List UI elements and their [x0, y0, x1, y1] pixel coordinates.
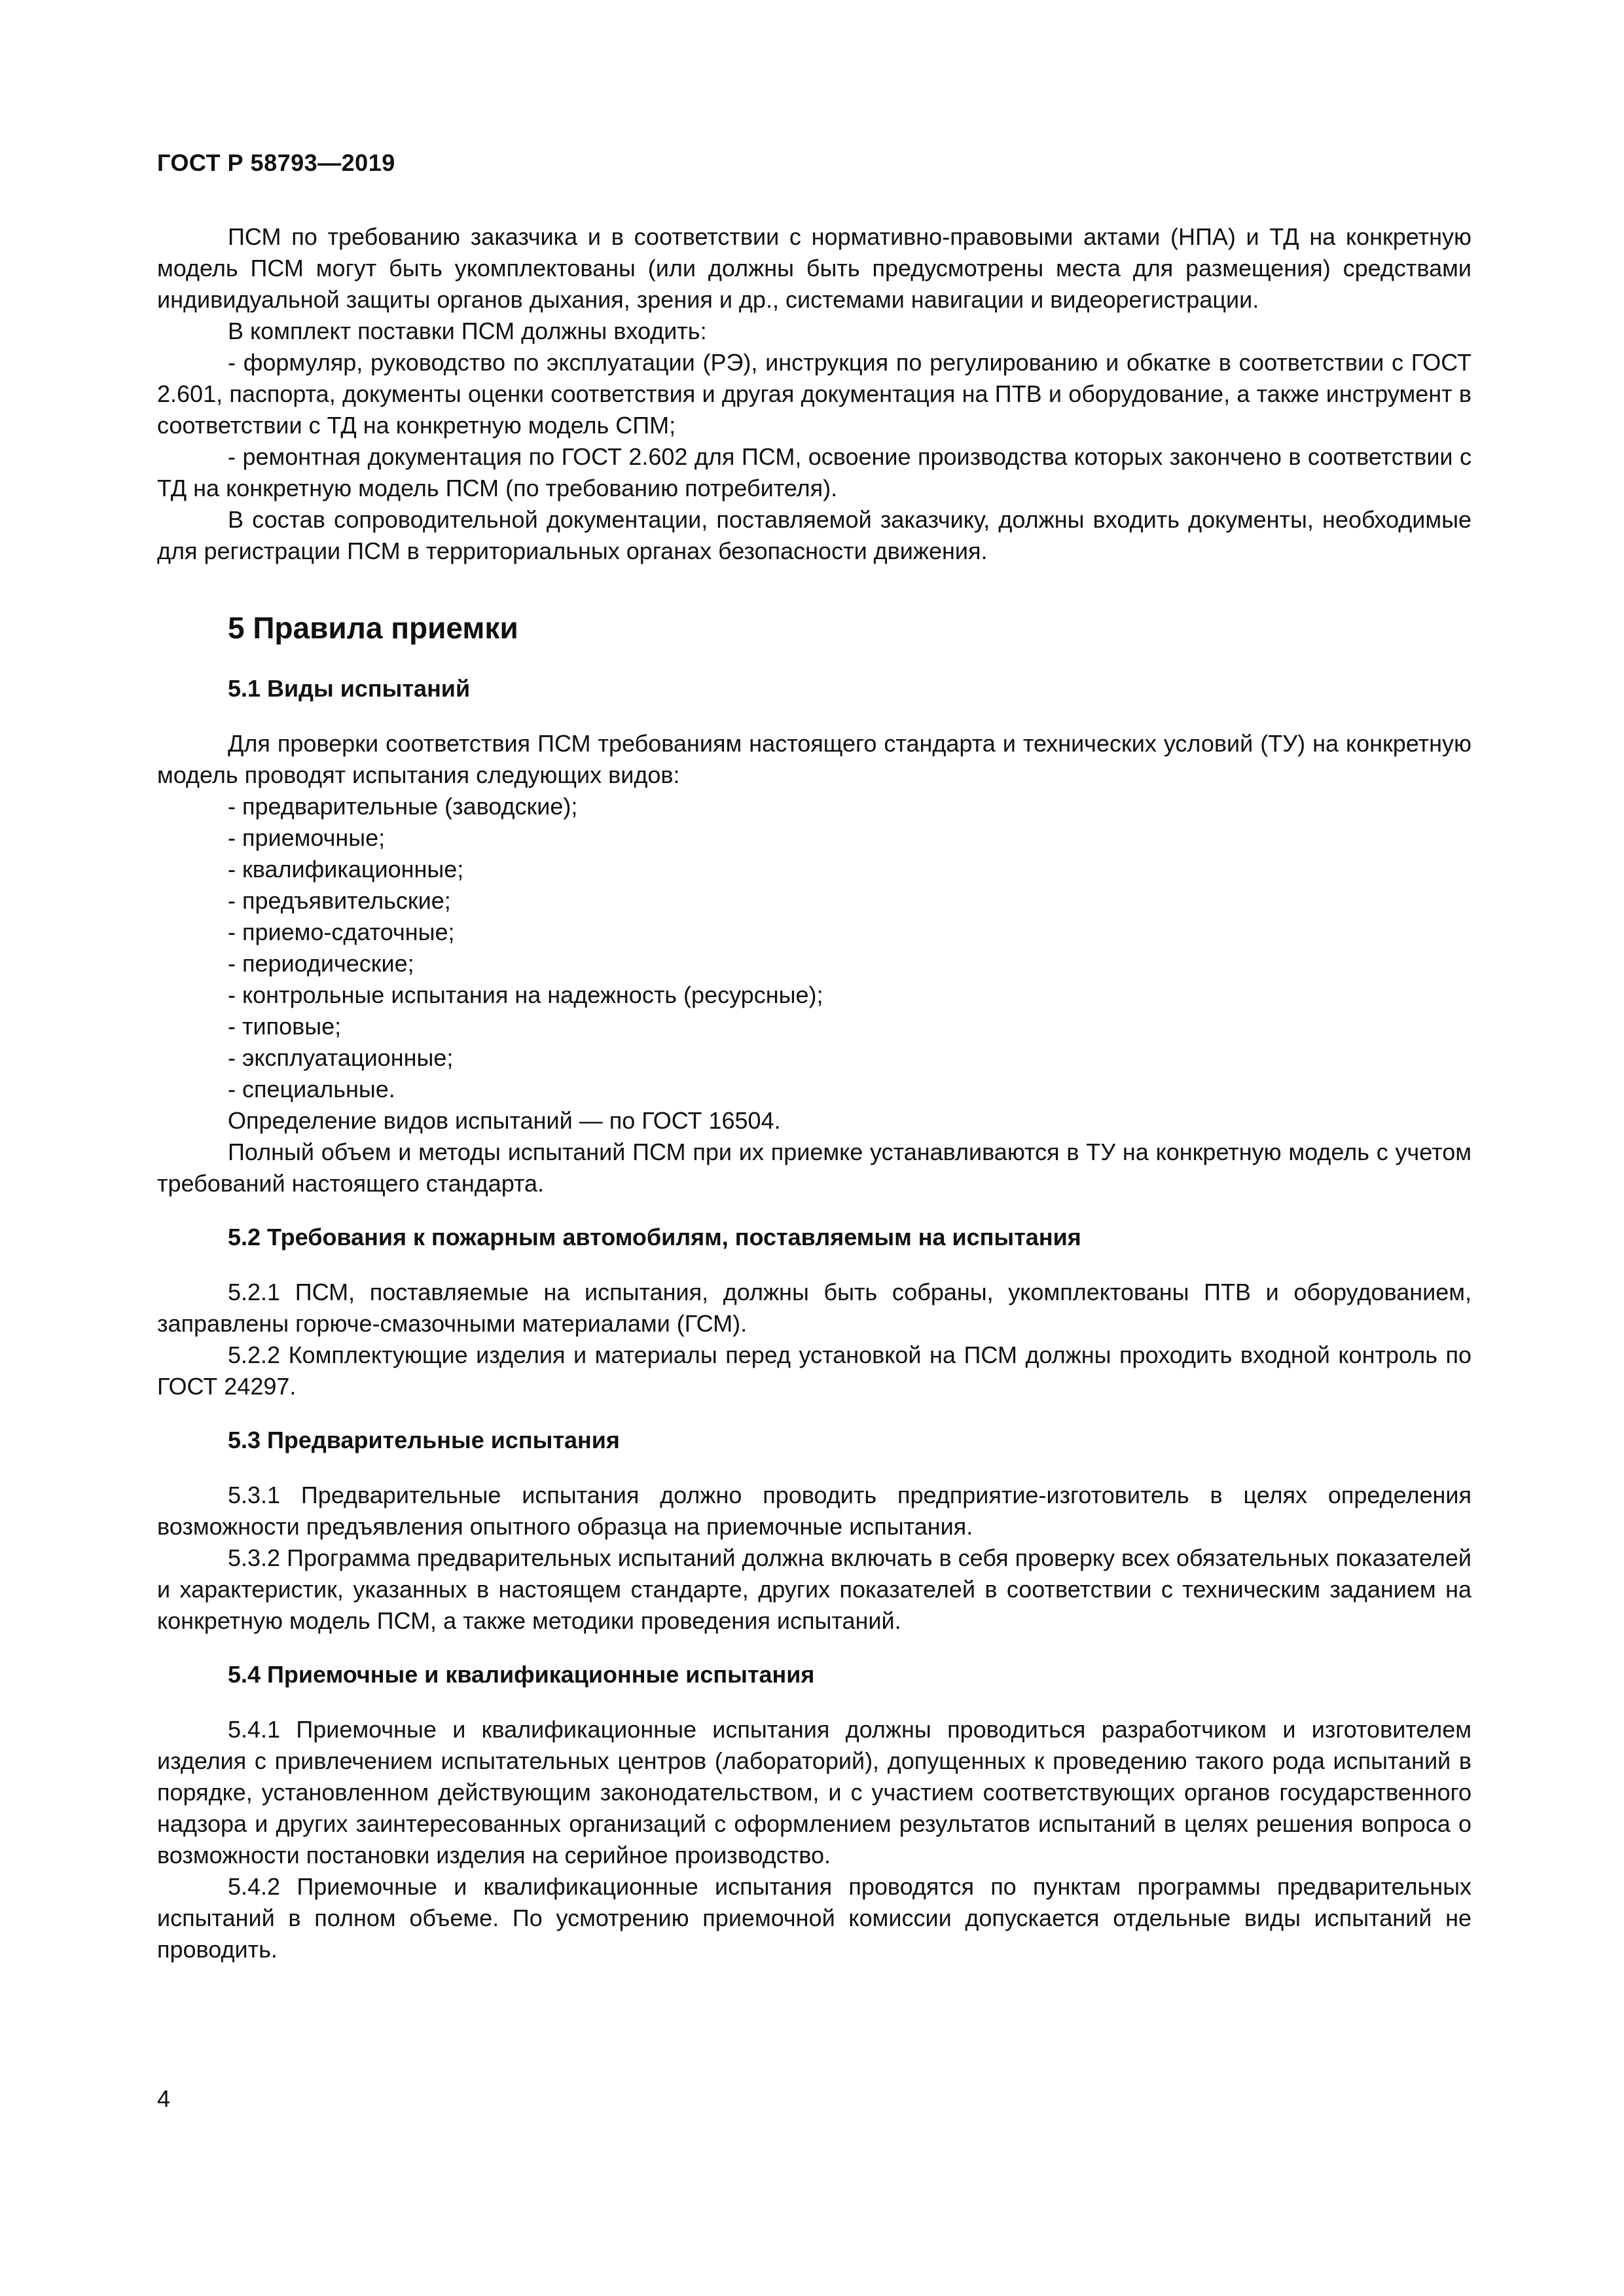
- clause-5-4-2: 5.4.2 Приемочные и квалификационные испытания проводятся по пунктам программы предварительных испытаний в полном объеме. По усмотрению приемочной комиссии допускается отдельные виды испытаний не проводить.: [157, 1873, 1471, 1963]
- subsection-5-1-paragraph-2: Определение видов испытаний — по ГОСТ 16504.: [228, 1107, 781, 1134]
- list-item: - специальные.: [228, 1076, 395, 1102]
- intro-paragraph-3: В состав сопроводительной документации, поставляемой заказчику, должны входить документы, необходимые для регистрации ПСМ в территориальных органах безопасности движения.: [157, 506, 1471, 564]
- page-number: 4: [157, 2085, 171, 2112]
- list-item: - предварительные (заводские);: [228, 793, 578, 820]
- subsection-5-4-title: 5.4 Приемочные и квалификационные испытания: [228, 1661, 815, 1688]
- section-5-title: 5 Правила приемки: [228, 611, 518, 645]
- test-types-list: [157, 791, 1471, 1105]
- subsection-5-1-paragraph-3: Полный объем и методы испытаний ПСМ при их приемке устанавливаются в ТУ на конкретную модель с учетом требований настоящего стандарта.: [157, 1139, 1471, 1197]
- list-item: - приемо-сдаточные;: [228, 919, 455, 945]
- intro-paragraph-2: В комплект поставки ПСМ должны входить:: [228, 318, 707, 344]
- intro-paragraph-1: ПСМ по требованию заказчика и в соответствии с нормативно-правовыми актами (НПА) и ТД на конкретную модель ПСМ могут быть укомплектованы (или должны быть предусмотрены места для размещения) средствами индивидуальной защиты органов дыхания, зрения и др., системами навигации и видеорегистрации.: [157, 223, 1471, 313]
- subsection-5-1-paragraph-1: Для проверки соответствия ПСМ требованиям настоящего стандарта и технических условий (ТУ) на конкретную модель проводят испытания следующих видов:: [157, 730, 1471, 788]
- clause-5-3-2: 5.3.2 Программа предварительных испытаний должна включать в себя проверку всех обязательных показателей и характеристик, указанных в настоящем стандарте, других показателей в соответствии с техническим заданием на конкретную модель ПСМ, а также методики проведения испытаний.: [157, 1544, 1471, 1634]
- list-item: - квалификационные;: [228, 856, 464, 883]
- document-body: [157, 221, 1471, 1965]
- clause-5-2-1: 5.2.1 ПСМ, поставляемые на испытания, должны быть собраны, укомплектованы ПТВ и оборудованием, заправлены горюче-смазочными материалами (ГСМ).: [157, 1279, 1471, 1337]
- document-code-header: ГОСТ Р 58793—2019: [157, 149, 395, 176]
- subsection-5-3-title: 5.3 Предварительные испытания: [228, 1427, 620, 1453]
- list-item: - контрольные испытания на надежность (ресурсные);: [228, 981, 823, 1008]
- list-item: - приемочные;: [228, 824, 386, 851]
- subsection-5-1-title: 5.1 Виды испытаний: [228, 675, 471, 702]
- list-item: - периодические;: [228, 950, 414, 977]
- clause-5-4-1: 5.4.1 Приемочные и квалификационные испытания должны проводиться разработчиком и изготовителем изделия с привлечением испытательных центров (лабораторий), допущенных к проведению такого рода испытаний в порядке, установленном действующим законодательством, и с участием соответствующих органов государственного надзора и других заинтересованных организаций с оформлением результатов испытаний в целях решения вопроса о возможности постановки изделия на серийное производство.: [157, 1716, 1471, 1868]
- subsection-5-2-title: 5.2 Требования к пожарным автомобилям, поставляемым на испытания: [228, 1224, 1081, 1250]
- list-item: - типовые;: [228, 1013, 342, 1040]
- clause-5-3-1: 5.3.1 Предварительные испытания должно проводить предприятие-изготовитель в целях определения возможности предъявления опытного образца на приемочные испытания.: [157, 1482, 1471, 1540]
- list-item: - эксплуатационные;: [228, 1044, 454, 1071]
- intro-dash-item-1: - формуляр, руководство по эксплуатации (РЭ), инструкция по регулированию и обкатке в соответствии с ГОСТ 2.601, паспорта, документы оценки соответствия и другая документация на ПТВ и оборудование, а также инструмент в соответствии с ТД на конкретную модель СПМ;: [157, 349, 1471, 439]
- clause-5-2-2: 5.2.2 Комплектующие изделия и материалы перед установкой на ПСМ должны проходить входной контроль по ГОСТ 24297.: [157, 1341, 1471, 1400]
- list-item: - предъявительские;: [228, 887, 451, 914]
- intro-dash-item-2: - ремонтная документация по ГОСТ 2.602 для ПСМ, освоение производства которых закончено в соответствии с ТД на конкретную модель ПСМ (по требованию потребителя).: [157, 443, 1471, 501]
